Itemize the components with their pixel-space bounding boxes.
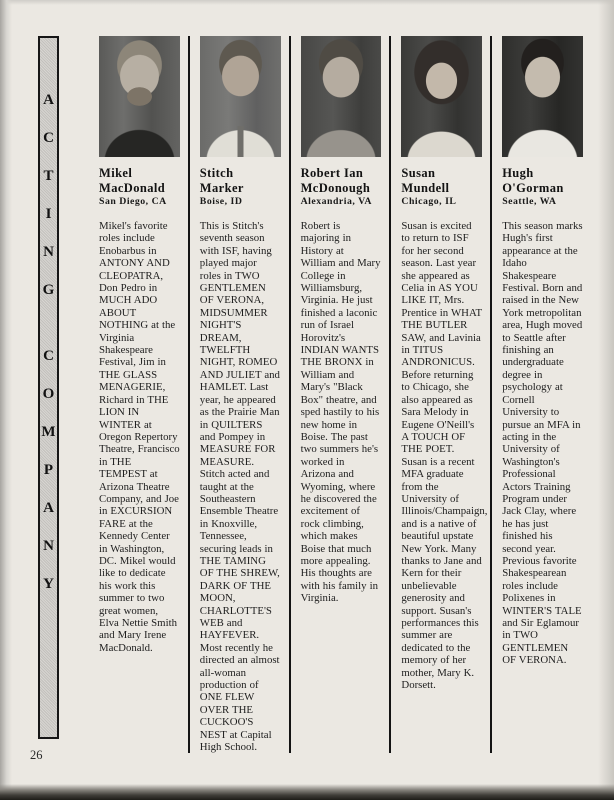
sidebar-letter: A [43, 92, 54, 108]
actor-name: Susan Mundell [401, 166, 450, 195]
sidebar-letter: G [42, 282, 55, 298]
actor-location: Chicago, IL [401, 196, 457, 207]
actor-bio: Mikel's favorite roles include Enobarbus in ANTONY AND CLEOPATRA, Don Pedro in MUCH ADO ABOUT NOTHING at the Virginia Shakespeare Festival, Jim in THE GLASS MENAGERIE, Richard in THE LION IN WINTER at Oregon Repertory Theatre, Francisco in THE TEMPEST at Arizona Theatre Company, and Joe in EXCURSION FARE at the Kennedy Center in Washington, DC. Mikel would like to dedicate his work this summer to two great women, Elva Nettie Smith and Mary Irene MacDonald. [99, 220, 180, 654]
actor-location: San Diego, CA [99, 196, 167, 207]
actor-columns [99, 36, 591, 753]
sidebar-letter: O [42, 386, 55, 402]
sidebar-letter: A [43, 500, 54, 516]
sidebar-letter: M [41, 424, 56, 440]
sidebar-letter: N [43, 244, 54, 260]
sidebar-letter: N [43, 538, 54, 554]
actor-column [289, 36, 390, 753]
actor-location: Alexandria, VA [300, 196, 373, 207]
page-number: 26 [30, 748, 43, 762]
actor-name: Stitch Marker [199, 166, 244, 195]
actor-column [490, 36, 591, 753]
sidebar-letter: C [43, 348, 54, 364]
actor-column [389, 36, 490, 753]
acting-company-sidebar [38, 36, 59, 739]
sidebar-letter: I [45, 206, 52, 222]
actor-photo [401, 36, 482, 157]
actor-photo [99, 36, 180, 157]
actor-location: Seattle, WA [502, 196, 557, 207]
sidebar-letter: T [43, 168, 54, 184]
scan-edge-left [0, 0, 12, 800]
actor-column [188, 36, 289, 753]
actor-name: Mikel MacDonald [99, 166, 166, 195]
actor-name: Hugh O'Gorman [502, 166, 564, 195]
actor-name: Robert Ian McDonough [300, 166, 371, 195]
actor-bio: This season marks Hugh's first appearance at the Idaho Shakespeare Festival. Born and raised in the New York metropolitan area, Hugh moved to Seattle after finishing an undergraduate degree in psychology at Cornell University to pursue an MFA in acting in the University of Washington's Professional Actors Training Program under Jack Clay, where he has just finished his second year. Previous favorite Shakespearean roles include Polixenes in WINTER'S TALE and Sir Eglamour in TWO GENTLEMEN OF VERONA. [502, 220, 583, 667]
actor-bio: This is Stitch's seventh season with ISF, having played major roles in TWO GENTLEMEN OF VERONA, MIDSUMMER NIGHT'S DREAM, TWELFTH NIGHT, ROMEO AND JULIET and HAMLET. Last year, he appeared as the Prairie Man in QUILTERS and Pompey in MEASURE FOR MEASURE. Stitch acted and taught at the Southeastern Ensemble Theatre in Knoxville, Tennessee, securing leads in THE TAMING OF THE SHREW, DARK OF THE MOON, CHARLOTTE'S WEB and HAYFEVER. Most recently he directed an almost all-woman production of ONE FLEW OVER THE CUCKOO'S NEST at Capital High School. [199, 220, 280, 754]
actor-column [99, 36, 188, 753]
scan-edge-right [598, 0, 614, 800]
actor-bio: Robert is majoring in History at William and Mary College in Williamsburg, Virginia. He just finished a laconic run of Israel Horovitz's INDIAN WANTS THE BRONX in William and Mary's "Black Box" theatre, and sped hastily to his new home in Boise. The past two summers he's worked in Arizona and Wyoming, where he discovered the excitement of rock climbing, which makes Boise that much more appealing. His thoughts are with his family in Virginia. [300, 220, 381, 605]
actor-photo [502, 36, 583, 157]
sidebar-letter: P [43, 462, 54, 478]
actor-photo [301, 36, 382, 157]
sidebar-word-company [41, 344, 55, 596]
actor-photo [200, 36, 281, 157]
actor-location: Boise, ID [199, 196, 243, 207]
sidebar-word-acting [43, 88, 55, 302]
sidebar-letter: Y [43, 576, 54, 592]
scan-edge-top [0, 0, 614, 5]
actor-bio: Susan is excited to return to ISF for her second season. Last year she appeared as Celia in AS YOU LIKE IT, Mrs. Prentice in WHAT THE BUTLER SAW, and Lavinia in TITUS ANDRONICUS. Before returning to Chicago, she also appeared as Sara Melody in Eugene O'Neill's A TOUCH OF THE POET. Susan is a recent MFA graduate from the University of Illinois/Champaign, and is a native of beautiful upstate New York. Many thanks to Jane and Kern for their unbelievable generosity and support. Susan's performances this summer are dedicated to the memory of her mother, Mary K. Dorsett. [401, 220, 488, 692]
scan-edge-bottom [0, 784, 614, 800]
sidebar-letter: C [43, 130, 54, 146]
